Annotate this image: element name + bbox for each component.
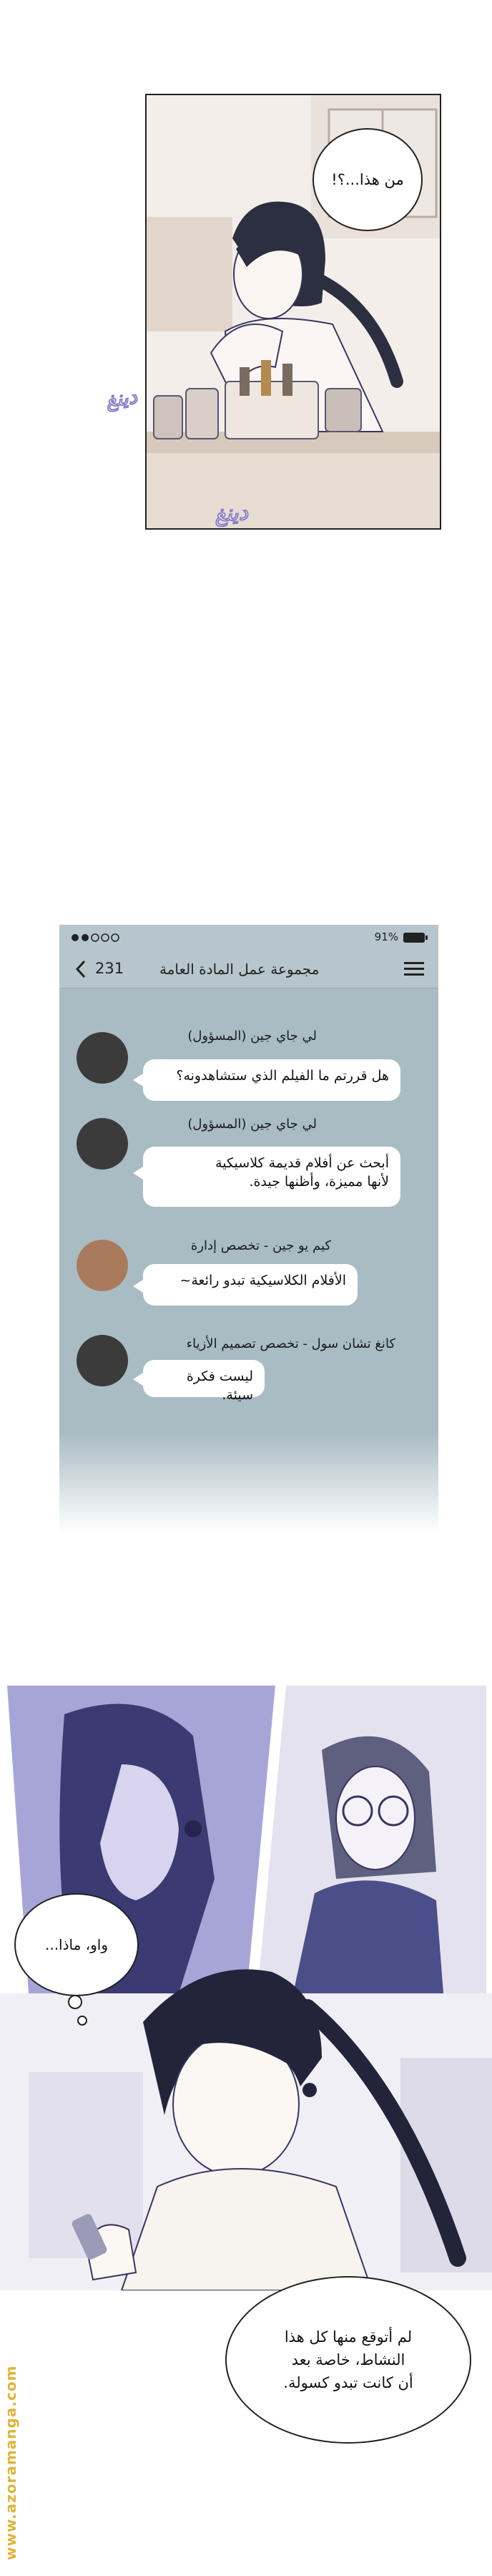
message-text: ليست فكرة سيئة. <box>186 1369 253 1403</box>
thought-dots <box>57 1993 100 2036</box>
message-text-line-1: أبحث عن أفلام قديمة كلاسيكية <box>215 1155 389 1171</box>
message-tail <box>133 1074 143 1087</box>
menu-icon[interactable] <box>403 960 425 978</box>
status-bar <box>59 925 438 951</box>
avatar[interactable] <box>77 1335 128 1386</box>
speech-bubble <box>313 128 423 231</box>
speech-text: واو، ماذا... <box>44 1936 109 1953</box>
caption-line-1: لم أتوقع منها كل هذا <box>284 2328 413 2346</box>
back-chevron-icon[interactable] <box>74 958 88 980</box>
message-sender: لي جاي جين (المسؤول) <box>187 1117 317 1132</box>
chat-header <box>59 951 438 988</box>
sfx-text-left: دينغ <box>104 384 139 412</box>
watermark-text: www.azoramanga.com <box>2 2365 19 2560</box>
manga-panel-3 <box>0 1686 492 2290</box>
message-tail <box>133 1167 143 1180</box>
watermark <box>0 2290 20 2576</box>
phone-screen <box>59 925 438 1533</box>
battery-icon <box>403 931 428 944</box>
speech-text: من هذا...؟! <box>331 171 404 188</box>
message-bubble[interactable] <box>143 1360 265 1403</box>
group-title: مجموعة عمل المادة العامة <box>159 961 320 978</box>
sfx-text-bottom: دينغ <box>213 500 249 528</box>
message-tail <box>133 1373 143 1386</box>
battery-percent: 91% <box>374 930 398 943</box>
signal-dots-icon <box>69 925 127 951</box>
speech-bubble <box>14 1893 139 1996</box>
message-tail <box>133 1280 143 1293</box>
avatar[interactable] <box>77 1118 128 1170</box>
manga-panel-1 <box>145 94 441 530</box>
avatar[interactable] <box>77 1240 128 1291</box>
message-sender: كانغ تشان سول - تخصص تصميم الأزياء <box>186 1336 395 1351</box>
message-sender: لي جاي جين (المسؤول) <box>187 1029 317 1044</box>
message-bubble[interactable] <box>143 1264 358 1306</box>
caption-bubble <box>225 2276 471 2444</box>
caption-line-3: أن كانت تبدو كسولة. <box>283 2374 413 2391</box>
message-bubble[interactable] <box>143 1059 400 1101</box>
caption-line-2: النشاط، خاصة بعد <box>291 2351 405 2368</box>
phone-fade-overlay <box>59 1433 438 1533</box>
avatar[interactable] <box>77 1032 128 1084</box>
message-text: هل قررتم ما الفيلم الذي ستشاهدونه؟ <box>176 1068 389 1084</box>
message-bubble[interactable] <box>143 1147 400 1207</box>
message-sender: كيم يو جين - تخصص إدارة <box>190 1238 331 1253</box>
member-count: 231 <box>95 960 124 977</box>
message-text: الأفلام الكلاسيكية تبدو رائعة~ <box>179 1273 346 1288</box>
message-text-line-2: لأنها مميزة، وأظنها جيدة. <box>249 1174 389 1190</box>
